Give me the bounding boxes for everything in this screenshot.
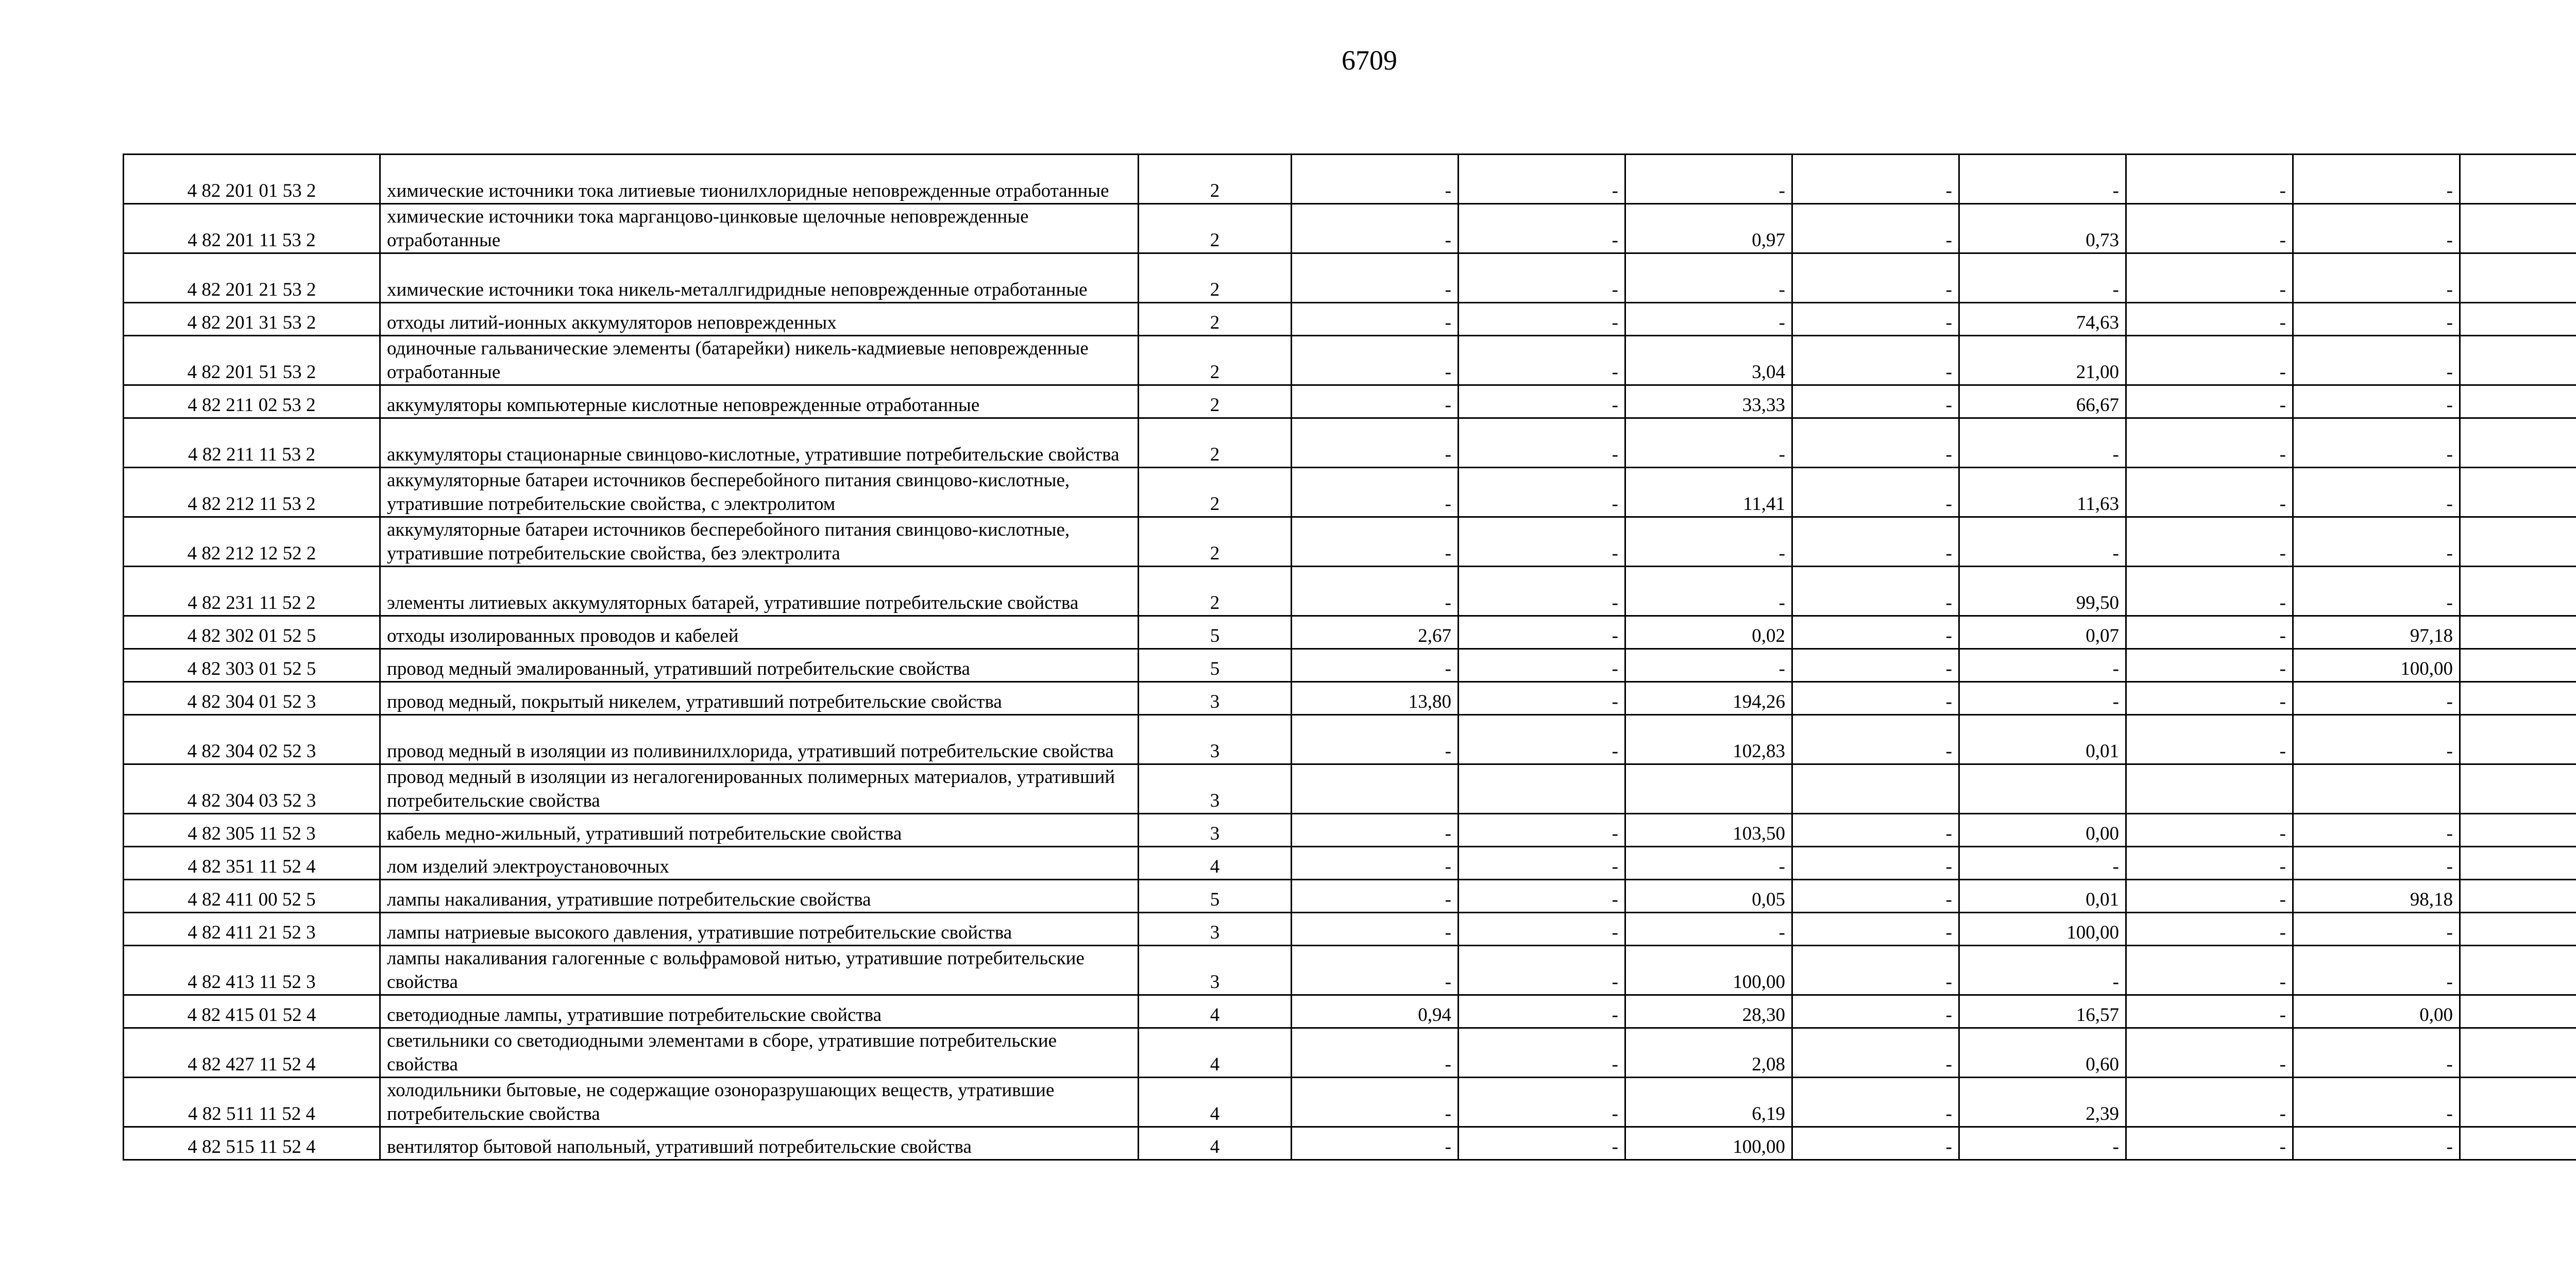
value-cell: 100,00 [1625, 1127, 1792, 1160]
value-cell: - [1625, 155, 1792, 204]
value-cell: 2,08 [1625, 1028, 1792, 1078]
value-cell: - [2126, 847, 2293, 880]
hazard-class-cell: 3 [1139, 913, 1292, 946]
value-cell [2460, 303, 2576, 336]
value-cell: - [1792, 418, 1959, 468]
waste-name-cell: лампы натриевые высокого давления, утратившие потребительские свойства [380, 913, 1139, 946]
value-cell: 33,33 [1625, 385, 1792, 418]
waste-name-cell: провод медный в изоляции из негалогенированных полимерных материалов, утративший потребительские свойства [380, 764, 1139, 814]
value-cell: - [1459, 616, 1625, 649]
hazard-class-cell: 4 [1139, 1078, 1292, 1127]
value-cell: 98,18 [2293, 880, 2460, 913]
value-cell: - [2126, 567, 2293, 616]
value-cell: - [1792, 567, 1959, 616]
table-row [124, 814, 2576, 847]
waste-name-cell: провод медный в изоляции из поливинилхлорида, утративший потребительские свойства [380, 715, 1139, 764]
value-cell [1625, 764, 1792, 814]
value-cell: - [2293, 715, 2460, 764]
waste-code-cell: 4 82 212 11 53 2 [124, 468, 380, 517]
value-cell: 102,83 [1625, 715, 1792, 764]
value-cell: - [1625, 649, 1792, 682]
waste-name-cell: холодильники бытовые, не содержащие озоноразрушающих веществ, утратившие потребительские свойства [380, 1078, 1139, 1127]
value-cell: 100,00 [2293, 649, 2460, 682]
value-cell: 74,63 [1959, 303, 2126, 336]
value-cell: - [1792, 913, 1959, 946]
value-cell: - [2293, 682, 2460, 715]
hazard-class-cell: 4 [1139, 995, 1292, 1028]
waste-code-cell: 4 82 304 01 52 3 [124, 682, 380, 715]
value-cell: - [1292, 715, 1459, 764]
table-row [124, 155, 2576, 204]
waste-code-cell: 4 82 303 01 52 5 [124, 649, 380, 682]
hazard-class-cell: 2 [1139, 303, 1292, 336]
table-row [124, 1127, 2576, 1160]
value-cell [2460, 385, 2576, 418]
value-cell: 6,19 [1625, 1078, 1792, 1127]
value-cell: 3,04 [1625, 336, 1792, 385]
value-cell: - [1959, 649, 2126, 682]
value-cell: 0,00 [2293, 995, 2460, 1028]
table-row [124, 764, 2576, 814]
value-cell [2460, 468, 2576, 517]
table-row [124, 303, 2576, 336]
value-cell: - [2126, 517, 2293, 567]
value-cell [2460, 1078, 2576, 1127]
value-cell: - [1459, 155, 1625, 204]
value-cell: - [1459, 1028, 1625, 1078]
waste-code-cell: 4 82 511 11 52 4 [124, 1078, 380, 1127]
value-cell: - [2293, 385, 2460, 418]
value-cell: - [1459, 517, 1625, 567]
value-cell: - [1292, 253, 1459, 303]
value-cell: - [1459, 814, 1625, 847]
value-cell: - [1459, 336, 1625, 385]
value-cell: - [1292, 1028, 1459, 1078]
value-cell: - [1292, 385, 1459, 418]
value-cell: - [2126, 814, 2293, 847]
value-cell: 100,00 [1625, 946, 1792, 995]
waste-name-cell: провод медный, покрытый никелем, утративший потребительские свойства [380, 682, 1139, 715]
waste-name-cell: отходы литий-ионных аккумуляторов неповрежденных [380, 303, 1139, 336]
value-cell: - [1792, 336, 1959, 385]
value-cell: - [1792, 995, 1959, 1028]
value-cell: 0,94 [1292, 995, 1459, 1028]
value-cell: - [2126, 303, 2293, 336]
value-cell: - [1792, 155, 1959, 204]
waste-name-cell: химические источники тока литиевые тионилхлоридные неповрежденные отработанные [380, 155, 1139, 204]
value-cell [2460, 336, 2576, 385]
value-cell: - [2126, 913, 2293, 946]
value-cell: - [2126, 1078, 2293, 1127]
value-cell [2460, 880, 2576, 913]
waste-name-cell: отходы изолированных проводов и кабелей [380, 616, 1139, 649]
value-cell: - [2126, 715, 2293, 764]
waste-code-cell: 4 82 211 02 53 2 [124, 385, 380, 418]
value-cell: - [1459, 567, 1625, 616]
value-cell: - [1459, 649, 1625, 682]
value-cell: - [1459, 204, 1625, 253]
value-cell [2460, 946, 2576, 995]
waste-code-cell: 4 82 427 11 52 4 [124, 1028, 380, 1078]
value-cell: 28,30 [1625, 995, 1792, 1028]
value-cell [2126, 764, 2293, 814]
value-cell: - [2126, 204, 2293, 253]
value-cell: - [1792, 682, 1959, 715]
value-cell: - [2126, 616, 2293, 649]
value-cell: 2,67 [1292, 616, 1459, 649]
value-cell: - [1625, 303, 1792, 336]
value-cell: 97,18 [2293, 616, 2460, 649]
value-cell: - [2293, 204, 2460, 253]
value-cell: 103,50 [1625, 814, 1792, 847]
hazard-class-cell: 5 [1139, 616, 1292, 649]
value-cell: - [1625, 418, 1792, 468]
value-cell [1792, 764, 1959, 814]
value-cell [2460, 253, 2576, 303]
value-cell: - [1625, 253, 1792, 303]
value-cell: - [1792, 616, 1959, 649]
waste-name-cell: химические источники тока марганцово-цинковые щелочные неповрежденные отработанные [380, 204, 1139, 253]
value-cell: - [1959, 847, 2126, 880]
value-cell: - [1792, 946, 1959, 995]
value-cell: - [2293, 1028, 2460, 1078]
waste-code-cell: 4 82 515 11 52 4 [124, 1127, 380, 1160]
waste-code-cell: 4 82 201 21 53 2 [124, 253, 380, 303]
table-row [124, 385, 2576, 418]
value-cell: - [2126, 880, 2293, 913]
value-cell: - [1459, 418, 1625, 468]
value-cell: - [2126, 1028, 2293, 1078]
waste-name-cell: вентилятор бытовой напольный, утративший потребительские свойства [380, 1127, 1139, 1160]
value-cell [2460, 913, 2576, 946]
value-cell: - [1292, 880, 1459, 913]
value-cell: 21,00 [1959, 336, 2126, 385]
value-cell: - [2293, 946, 2460, 995]
value-cell: - [2293, 567, 2460, 616]
waste-code-cell: 4 82 411 00 52 5 [124, 880, 380, 913]
table-row [124, 946, 2576, 995]
value-cell: - [1459, 682, 1625, 715]
value-cell: - [1292, 418, 1459, 468]
waste-name-cell: аккумуляторные батареи источников бесперебойного питания свинцово-кислотные, утратившие потребительские свойства, без электролита [380, 517, 1139, 567]
table-row [124, 880, 2576, 913]
value-cell: 0,97 [1625, 204, 1792, 253]
value-cell: - [1459, 1127, 1625, 1160]
waste-name-cell: химические источники тока никель-металлгидридные неповрежденные отработанные [380, 253, 1139, 303]
value-cell: - [1459, 253, 1625, 303]
value-cell: - [1459, 303, 1625, 336]
value-cell: - [1792, 385, 1959, 418]
value-cell [2460, 715, 2576, 764]
value-cell: - [1792, 880, 1959, 913]
value-cell: - [1959, 1127, 2126, 1160]
value-cell: - [1459, 715, 1625, 764]
value-cell [2460, 567, 2576, 616]
waste-name-cell: лом изделий электроустановочных [380, 847, 1139, 880]
waste-name-cell: лампы накаливания, утратившие потребительские свойства [380, 880, 1139, 913]
value-cell: - [1292, 204, 1459, 253]
waste-code-cell: 4 82 411 21 52 3 [124, 913, 380, 946]
table-row [124, 1028, 2576, 1078]
value-cell: - [1959, 517, 2126, 567]
value-cell: - [2293, 1127, 2460, 1160]
waste-code-cell: 4 82 211 11 53 2 [124, 418, 380, 468]
value-cell [2460, 1127, 2576, 1160]
value-cell: 66,67 [1959, 385, 2126, 418]
value-cell: - [1459, 468, 1625, 517]
value-cell: - [1292, 567, 1459, 616]
value-cell: 2,39 [1959, 1078, 2126, 1127]
value-cell: - [1625, 567, 1792, 616]
value-cell: 194,26 [1625, 682, 1792, 715]
table-row [124, 847, 2576, 880]
value-cell: - [1292, 517, 1459, 567]
value-cell: - [1792, 517, 1959, 567]
value-cell [2460, 204, 2576, 253]
waste-name-cell: элементы литиевых аккумуляторных батарей, утратившие потребительские свойства [380, 567, 1139, 616]
table-row [124, 995, 2576, 1028]
table-row [124, 1078, 2576, 1127]
waste-code-cell: 4 82 302 01 52 5 [124, 616, 380, 649]
value-cell [1292, 764, 1459, 814]
value-cell: - [1459, 913, 1625, 946]
value-cell: - [2126, 468, 2293, 517]
table-row [124, 336, 2576, 385]
value-cell: - [1792, 303, 1959, 336]
table-row [124, 468, 2576, 517]
waste-code-cell: 4 82 304 02 52 3 [124, 715, 380, 764]
waste-name-cell: аккумуляторные батареи источников бесперебойного питания свинцово-кислотные, утратившие потребительские свойства, с электролитом [380, 468, 1139, 517]
value-cell: - [2293, 1078, 2460, 1127]
value-cell: - [2293, 468, 2460, 517]
hazard-class-cell: 4 [1139, 1028, 1292, 1078]
value-cell: - [1792, 1078, 1959, 1127]
value-cell: - [1292, 155, 1459, 204]
value-cell: 100,00 [1959, 913, 2126, 946]
value-cell: - [2293, 847, 2460, 880]
waste-code-cell: 4 82 201 11 53 2 [124, 204, 380, 253]
value-cell: 0,01 [1959, 880, 2126, 913]
value-cell: - [1292, 649, 1459, 682]
table-row [124, 913, 2576, 946]
waste-table [123, 154, 2576, 1161]
value-cell: - [1959, 946, 2126, 995]
value-cell [2460, 814, 2576, 847]
value-cell: - [2126, 995, 2293, 1028]
waste-name-cell: одиночные гальванические элементы (батарейки) никель-кадмиевые неповрежденные отработанные [380, 336, 1139, 385]
waste-code-cell: 4 82 201 31 53 2 [124, 303, 380, 336]
hazard-class-cell: 4 [1139, 1127, 1292, 1160]
hazard-class-cell: 2 [1139, 418, 1292, 468]
value-cell [2293, 764, 2460, 814]
hazard-class-cell: 3 [1139, 715, 1292, 764]
table-row [124, 649, 2576, 682]
value-cell: 13,80 [1292, 682, 1459, 715]
waste-code-cell: 4 82 305 11 52 3 [124, 814, 380, 847]
value-cell: - [2126, 385, 2293, 418]
page-number: 6709 [1342, 45, 1397, 76]
hazard-class-cell: 3 [1139, 682, 1292, 715]
value-cell: 11,41 [1625, 468, 1792, 517]
hazard-class-cell: 2 [1139, 336, 1292, 385]
hazard-class-cell: 3 [1139, 814, 1292, 847]
hazard-class-cell: 2 [1139, 155, 1292, 204]
value-cell [2460, 764, 2576, 814]
value-cell: - [1625, 847, 1792, 880]
value-cell [2460, 682, 2576, 715]
value-cell: - [1292, 1127, 1459, 1160]
value-cell: - [2126, 155, 2293, 204]
waste-name-cell: светодиодные лампы, утратившие потребительские свойства [380, 995, 1139, 1028]
value-cell: - [2293, 155, 2460, 204]
value-cell [1959, 764, 2126, 814]
value-cell: - [2293, 336, 2460, 385]
hazard-class-cell: 2 [1139, 385, 1292, 418]
value-cell: - [2293, 303, 2460, 336]
value-cell: - [1459, 995, 1625, 1028]
value-cell: - [2126, 946, 2293, 995]
value-cell: - [2293, 517, 2460, 567]
value-cell: - [1792, 649, 1959, 682]
value-cell: - [2293, 253, 2460, 303]
value-cell: - [2126, 418, 2293, 468]
table-row [124, 418, 2576, 468]
table-row [124, 204, 2576, 253]
value-cell: - [1459, 847, 1625, 880]
value-cell [2460, 649, 2576, 682]
value-cell: - [2293, 814, 2460, 847]
value-cell [2460, 1028, 2576, 1078]
waste-name-cell: аккумуляторы компьютерные кислотные неповрежденные отработанные [380, 385, 1139, 418]
value-cell: - [1792, 814, 1959, 847]
waste-name-cell: светильники со светодиодными элементами в сборе, утратившие потребительские свойства [380, 1028, 1139, 1078]
hazard-class-cell: 5 [1139, 880, 1292, 913]
hazard-class-cell: 5 [1139, 649, 1292, 682]
value-cell: - [2126, 1127, 2293, 1160]
value-cell: - [1292, 468, 1459, 517]
value-cell: - [1459, 946, 1625, 995]
value-cell: 0,02 [1625, 616, 1792, 649]
value-cell: 0,07 [1959, 616, 2126, 649]
value-cell [2460, 517, 2576, 567]
hazard-class-cell: 2 [1139, 253, 1292, 303]
value-cell [1459, 764, 1625, 814]
value-cell: 0,05 [1625, 880, 1792, 913]
value-cell: - [1959, 155, 2126, 204]
waste-code-cell: 4 82 212 12 52 2 [124, 517, 380, 567]
value-cell: - [1959, 418, 2126, 468]
waste-name-cell: провод медный эмалированный, утративший потребительские свойства [380, 649, 1139, 682]
value-cell: - [1625, 913, 1792, 946]
waste-code-cell: 4 82 415 01 52 4 [124, 995, 380, 1028]
waste-code-cell: 4 82 304 03 52 3 [124, 764, 380, 814]
hazard-class-cell: 2 [1139, 468, 1292, 517]
waste-code-cell: 4 82 351 11 52 4 [124, 847, 380, 880]
value-cell: - [2126, 336, 2293, 385]
value-cell [2460, 418, 2576, 468]
value-cell: - [1292, 336, 1459, 385]
waste-code-cell: 4 82 231 11 52 2 [124, 567, 380, 616]
value-cell: - [2293, 913, 2460, 946]
table-row [124, 517, 2576, 567]
value-cell: - [1459, 1078, 1625, 1127]
value-cell: - [1459, 880, 1625, 913]
value-cell: 11,63 [1959, 468, 2126, 517]
value-cell [2460, 847, 2576, 880]
value-cell: - [1292, 303, 1459, 336]
value-cell: - [1792, 1028, 1959, 1078]
value-cell: - [2126, 682, 2293, 715]
value-cell: 16,57 [1959, 995, 2126, 1028]
waste-code-cell: 4 82 201 51 53 2 [124, 336, 380, 385]
hazard-class-cell: 2 [1139, 567, 1292, 616]
value-cell: 99,50 [1959, 567, 2126, 616]
value-cell: 0,01 [1959, 715, 2126, 764]
table-row [124, 616, 2576, 649]
value-cell: - [1292, 1078, 1459, 1127]
hazard-class-cell: 3 [1139, 946, 1292, 995]
table-row [124, 682, 2576, 715]
value-cell: - [1792, 715, 1959, 764]
value-cell: - [1792, 847, 1959, 880]
value-cell: - [1292, 946, 1459, 995]
waste-name-cell: кабель медно-жильный, утративший потребительские свойства [380, 814, 1139, 847]
waste-name-cell: аккумуляторы стационарные свинцово-кислотные, утратившие потребительские свойства [380, 418, 1139, 468]
value-cell: - [2126, 253, 2293, 303]
hazard-class-cell: 2 [1139, 204, 1292, 253]
table-row [124, 253, 2576, 303]
table-body [124, 155, 2576, 1160]
value-cell: 0,00 [1959, 814, 2126, 847]
hazard-class-cell: 3 [1139, 764, 1292, 814]
value-cell: - [1292, 847, 1459, 880]
value-cell: - [1459, 385, 1625, 418]
value-cell: - [2126, 649, 2293, 682]
waste-code-cell: 4 82 413 11 52 3 [124, 946, 380, 995]
hazard-class-cell: 4 [1139, 847, 1292, 880]
value-cell: - [1959, 253, 2126, 303]
table-row [124, 715, 2576, 764]
value-cell: 0,73 [1959, 204, 2126, 253]
value-cell [2460, 616, 2576, 649]
value-cell [2460, 995, 2576, 1028]
value-cell: - [1292, 913, 1459, 946]
value-cell: 0,60 [1959, 1028, 2126, 1078]
value-cell [2460, 155, 2576, 204]
value-cell: - [1792, 1127, 1959, 1160]
waste-name-cell: лампы накаливания галогенные с вольфрамовой нитью, утратившие потребительские свойства [380, 946, 1139, 995]
value-cell: - [1959, 682, 2126, 715]
table-row [124, 567, 2576, 616]
value-cell: - [1792, 204, 1959, 253]
value-cell: - [1792, 468, 1959, 517]
value-cell: - [2293, 418, 2460, 468]
value-cell: - [1292, 814, 1459, 847]
waste-code-cell: 4 82 201 01 53 2 [124, 155, 380, 204]
value-cell: - [1792, 253, 1959, 303]
value-cell: - [1625, 517, 1792, 567]
hazard-class-cell: 2 [1139, 517, 1292, 567]
